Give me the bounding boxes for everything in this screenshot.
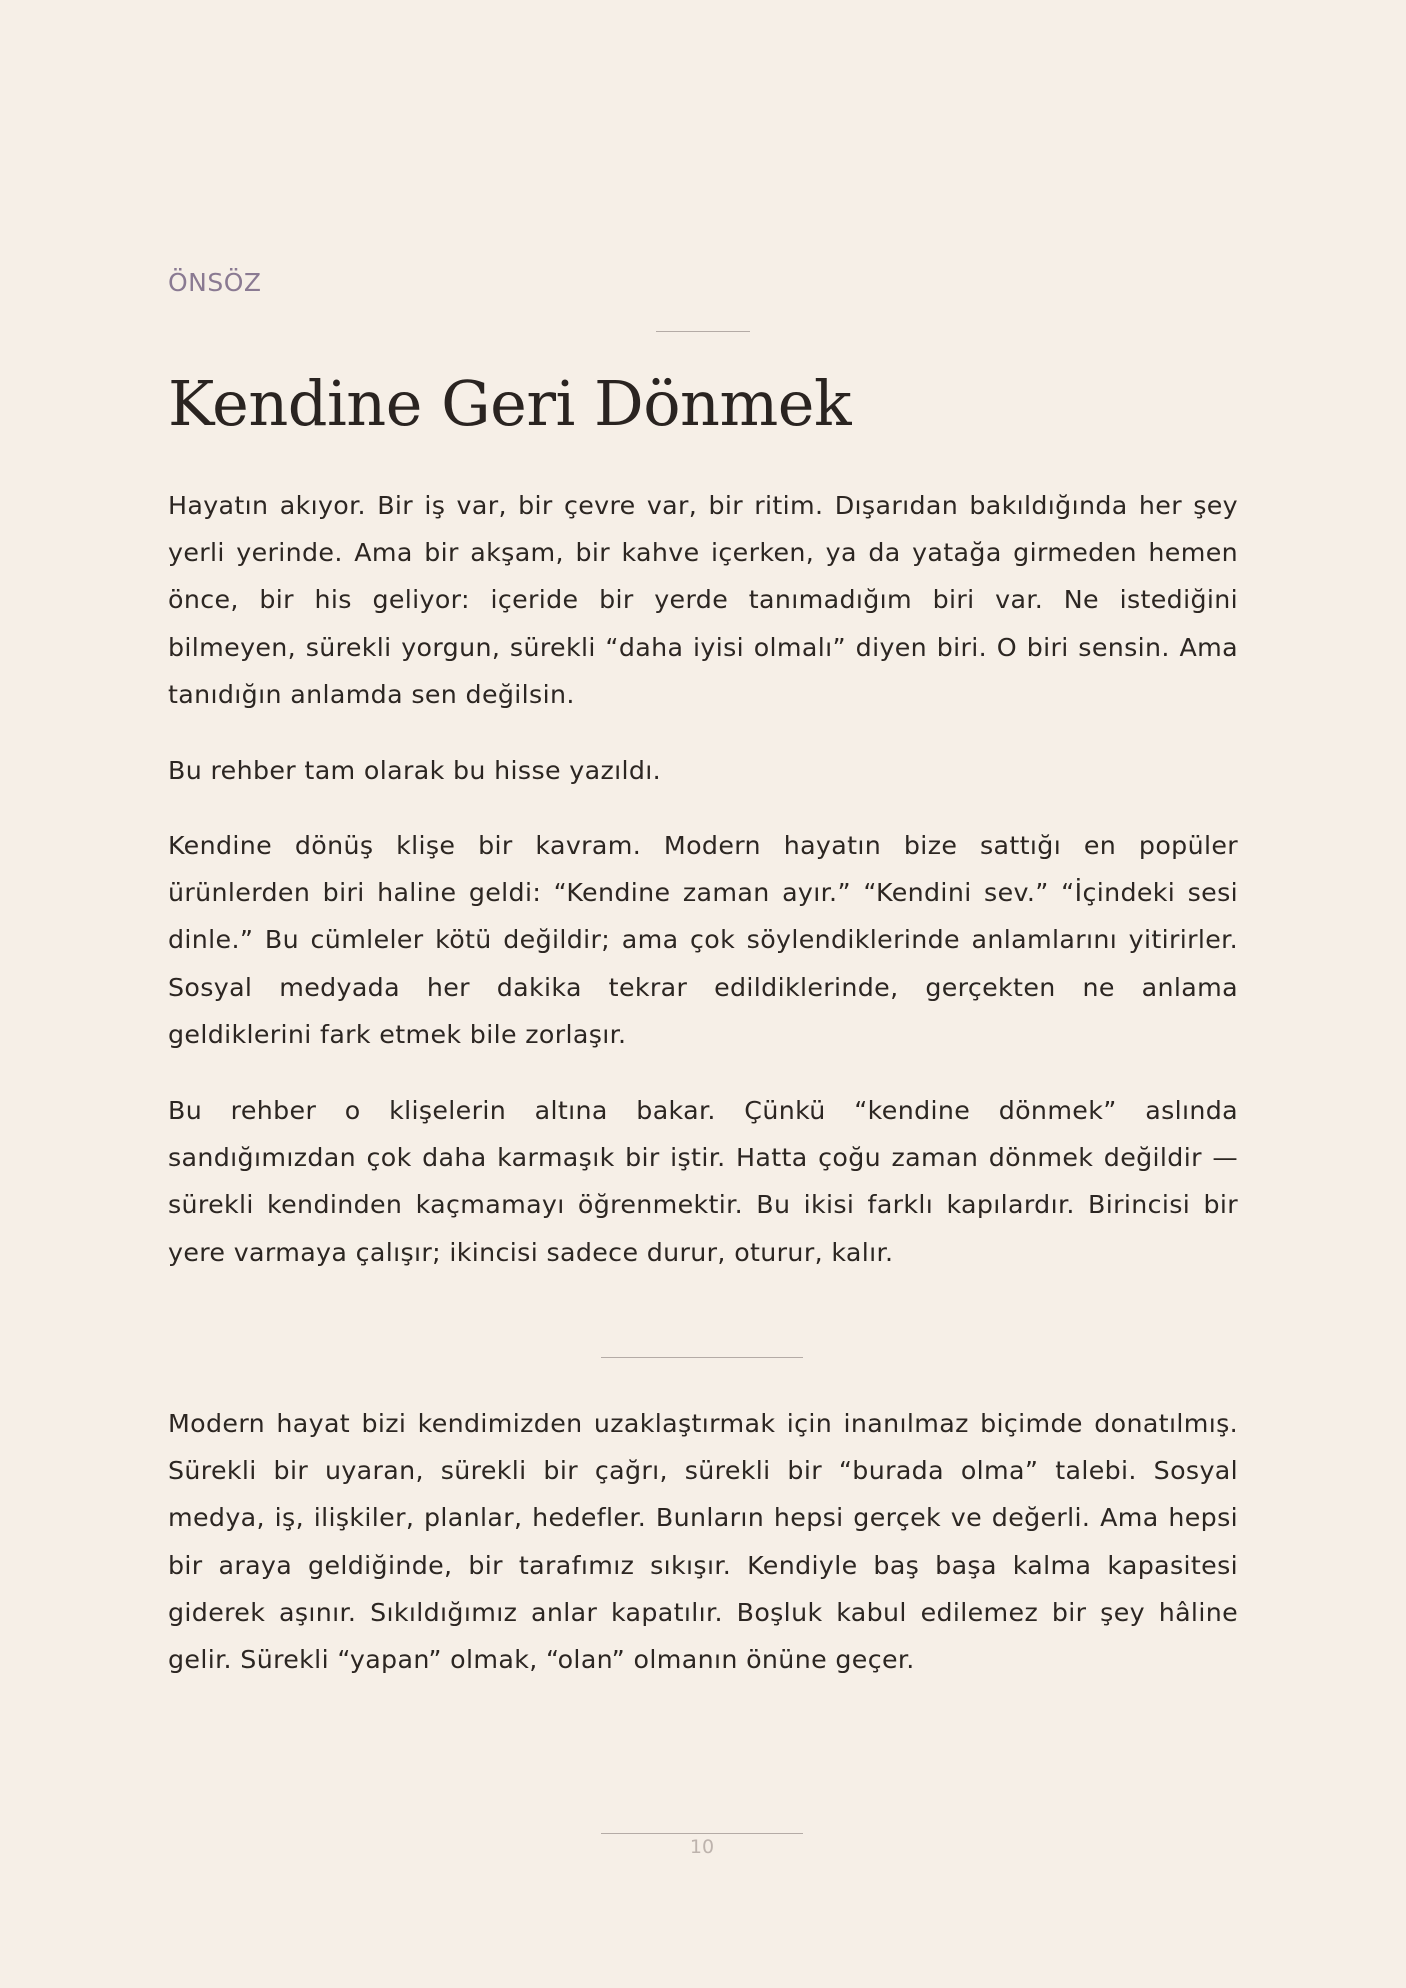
paragraph-2: Bu rehber tam olarak bu hisse yazıldı. [168, 756, 662, 785]
divider-top [656, 331, 750, 332]
section-label: ÖNSÖZ [168, 268, 262, 297]
section-divider [601, 1357, 803, 1358]
paragraph-1: Hayatın akıyor. Bir iş var, bir çevre var, bir ritim. Dışarıdan bakıldığında her şey yerli yerinde. Ama bir akşam, bir kahve içerken, ya da yatağa girmeden hemen önce, bir his geliyor: içeride bir yerde tanımadığım biri var. Ne istediğini bilmeyen, sürekli yorgun, sürekli “daha iyisi olmalı” diyen biri. O biri sensin. Ama tanıdığın anlamda sen değilsin. [168, 491, 1238, 709]
chapter-title: Kendine Geri Dönmek [168, 367, 852, 440]
footer-divider [601, 1833, 803, 1834]
paragraph-3: Kendine dönüş klişe bir kavram. Modern hayatın bize sattığı en popüler ürünlerden biri haline geldi: “Kendine zaman ayır.” “Kendini sev.” “İçindeki sesi dinle.” Bu cümleler kötü değildir; ama çok söylendiklerinde anlamlarını yitirirler. Sosyal medyada her dakika tekrar edildiklerinde, gerçekten ne anlama geldiklerini fark etmek bile zorlaşır. [168, 831, 1238, 1049]
paragraph-5: Modern hayat bizi kendimizden uzaklaştırmak için inanılmaz biçimde donatılmış. Sürekli bir uyaran, sürekli bir çağrı, sürekli bir “burada olma” talebi. Sosyal medya, iş, ilişkiler, planlar, hedefler. Bunların hepsi gerçek ve değerli. Ama hepsi bir araya geldiğinde, bir tarafımız sıkışır. Kendiyle baş başa kalma kapasitesi giderek aşınır. Sıkıldığımız anlar kapatılır. Boşluk kabul edilemez bir şey hâline gelir. Sürekli “yapan” olmak, “olan” olmanın önüne geçer. [168, 1409, 1238, 1675]
paragraph-4: Bu rehber o klişelerin altına bakar. Çünkü “kendine dönmek” aslında sandığımızdan çok daha karmaşık bir iştir. Hatta çoğu zaman dönmek değildir — sürekli kendinden kaçmamayı öğrenmektir. Bu ikisi farklı kapılardır. Birincisi bir yere varmaya çalışır; ikincisi sadece durur, oturur, kalır. [168, 1096, 1238, 1267]
page-number: 10 [689, 1836, 715, 1858]
